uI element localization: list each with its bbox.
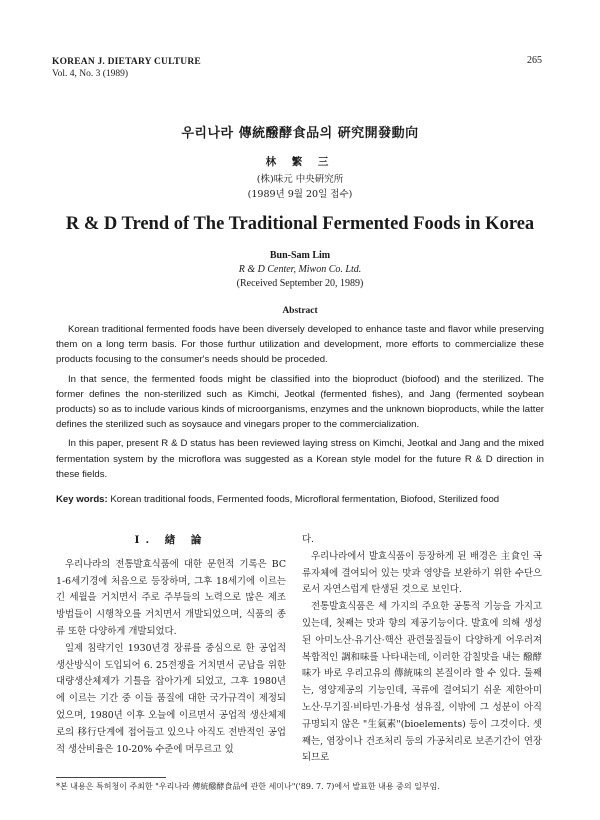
keywords-label: Key words:	[56, 494, 108, 505]
keywords-text: Korean traditional foods, Fermented foods, Microfloral fermentation, Biofood, Sterilized food	[110, 494, 500, 505]
body-paragraph: 우리나라의 전통발효식품에 대한 문헌적 기록은 BC 1-6세기경에 처음으로 등장하며, 그후 18세기에 이르는 긴 세월을 거치면서 주로 주부들의 노력으로 많은 제조 방법들이 시행착오를 거치면서 개발되었으며, 식품의 종류 또한 다양하게 개발되었다.	[56, 558, 286, 637]
left-column	[56, 532, 286, 758]
journal-header	[52, 56, 201, 80]
body-paragraph: 다.	[302, 534, 315, 545]
abstract-paragraph: Korean traditional fermented foods have been diversely developed to enhance taste and flavor while preserving them on a long term basis. For those furthur utilization and development, more efforts to commercialize these products focusing to the consumer's needs should be proceded.	[56, 324, 544, 366]
journal-volume: Vol. 4, No. 3 (1989)	[52, 69, 129, 79]
english-author: Bun-Sam Lim	[269, 250, 331, 261]
body-paragraph: 우리나라에서 발효식품이 등장하게 된 배경은 主食인 곡류자체에 결여되어 있는 맛과 영양을 보완하기 위한 수단으로서 자연스럽게 탄생된 것으로 보인다.	[302, 550, 542, 596]
footnote: *본 내용은 특허청이 주최한 "우리나라 傳統醱酵食品에 관한 세미나"('89. 7. 7)에서 발표한 내용 중의 일부임.	[56, 782, 440, 791]
abstract-paragraph: In that sence, the fermented foods might be classified into the bioproduct (biofood) and the sterilized. The former defines the non-sterilized such as Kimchi, Jeotkal (fermented fishes), and Jang (fermented soybean products) so as to include various kinds of microorganisms, enzymes and the unknown bioproducts, while the latter defines the sterilized such as soysauce and vinegars proper to the commercialization.	[56, 373, 544, 431]
journal-name: KOREAN J. DIETARY CULTURE	[52, 57, 201, 67]
footnote-divider	[56, 777, 166, 778]
keywords	[56, 494, 544, 505]
body-paragraph: 일제 침략기인 1930년경 장류를 중심으로 한 공업적 생산방식이 도입되어 6. 25전쟁을 거치면서 군납을 위한 대량생산체제가 기틀을 잡아가게 되었고, 그후 1980년에 이르는 기간 중 이들 품질에 대한 국가규격이 제정되었으며, 1980년 이후 오늘에 이르면서 공업적 생산체제로의 移行단계에 접어들고 있으나 아직도 전반적인 공업적 생산비율은 10-20% 수준에 머무르고 있	[56, 642, 286, 755]
korean-received-date: (1989년 9월 20일 접수)	[247, 189, 353, 200]
abstract-heading: Abstract	[282, 306, 318, 316]
section-heading: Ⅰ. 緖 論	[134, 534, 208, 546]
english-affiliation: R & D Center, Miwon Co. Ltd.	[238, 264, 362, 275]
body-paragraph: 전통발효식품은 세 가지의 주요한 공통적 기능을 가지고 있는데, 첫째는 맛과 향의 제공기능이다. 발효에 의해 생성된 아미노산·유기산·핵산 관련물질들이 다양하게 어우러져 복합적인 調和味를 나타내는데, 이러한 감칠맛을 내는 醱酵味가 바로 우리고유의 傳統味의 본질이라 할 수 있다. 둘째는, 영양제공의 기능인데, 곡류에 결여되기 쉬운 제한아미노산·무기질·비타민·가용성 섬유질, 이밖에 그 성분이 아직 규명되지 않은 "生氣素"(bioelements) 등이 그것이다. 셋째는, 염장이나 건조처리 등의 가공처리로 보존기간이 연장되므로	[302, 601, 542, 764]
korean-author: 林 繁 三	[265, 156, 335, 168]
korean-title: 우리나라 傳統醱酵食品의 硏究開發動向	[181, 126, 419, 141]
korean-affiliation: (株)味元 中央硏究所	[256, 174, 344, 185]
english-title: R & D Trend of The Traditional Fermented Foods in Korea	[65, 214, 535, 234]
english-received-date: (Received September 20, 1989)	[236, 278, 364, 289]
abstract-paragraph: In this paper, present R & D status has been reviewed laying stress on Kimchi, Jeotkal and Jang and the mixed fermentation system by the microflora was suggested as a Korean style model for the future R & D direction in these fields.	[56, 438, 544, 480]
page-number: 265	[527, 55, 542, 66]
right-column	[302, 532, 542, 767]
abstract-body	[56, 322, 544, 486]
